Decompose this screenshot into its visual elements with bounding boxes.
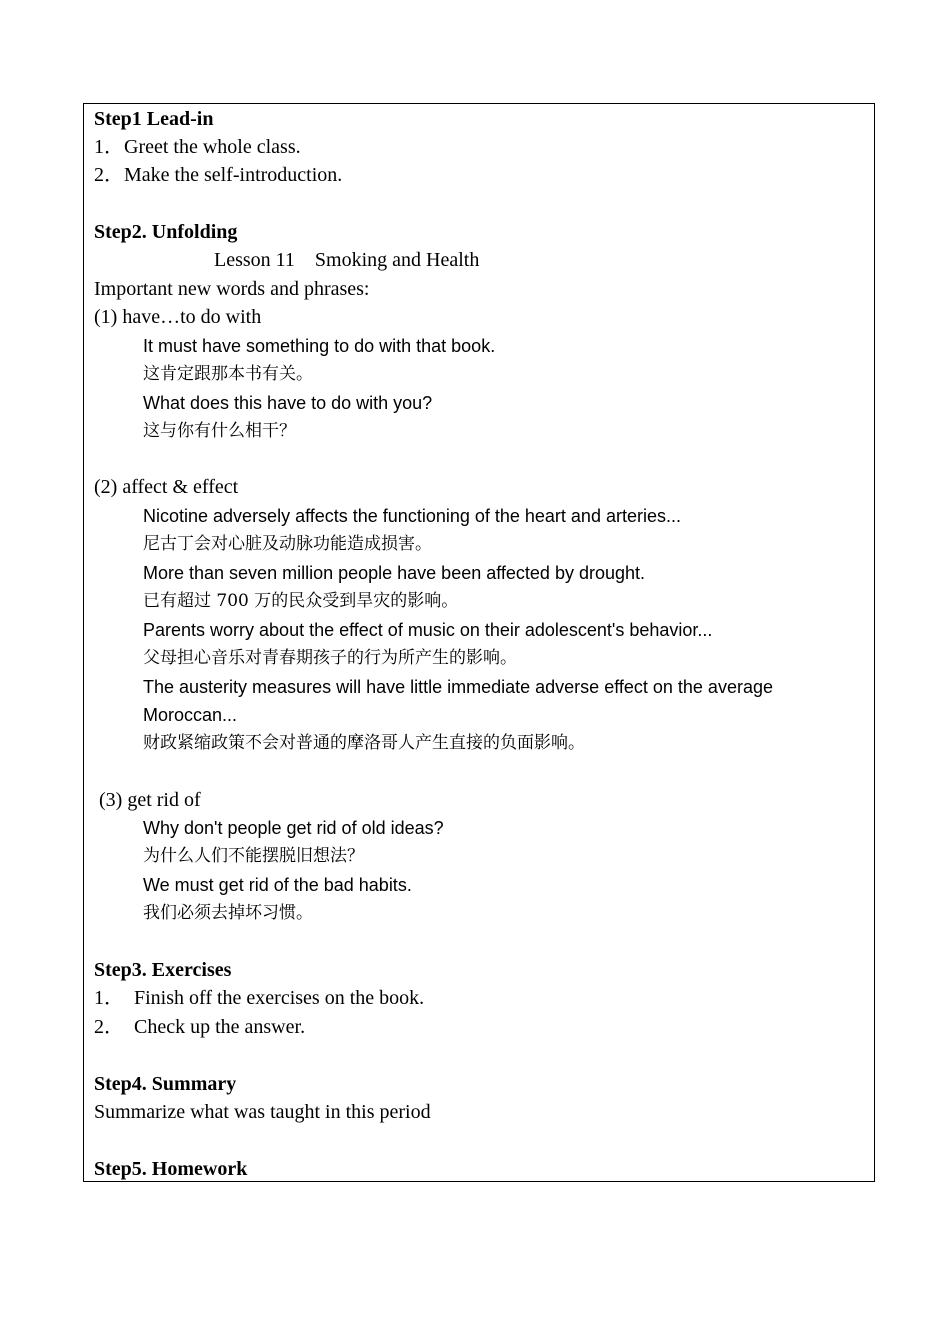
step2-heading: Step2. Unfolding xyxy=(94,221,238,243)
lesson-title: Lesson 11 Smoking and Health xyxy=(214,249,480,271)
example-chinese: 这肯定跟那本书有关。 xyxy=(143,364,313,384)
example-chinese: 父母担心音乐对青春期孩子的行为所产生的影响。 xyxy=(143,648,517,668)
example-chinese: 这与你有什么相干？ xyxy=(143,421,296,441)
step1-item: 1．Greet the whole class. xyxy=(94,136,301,158)
step3-item: 1． Finish off the exercises on the book. xyxy=(94,987,425,1009)
example-english: It must have something to do with that book. xyxy=(143,336,496,356)
phrases-intro: Important new words and phrases: xyxy=(94,278,370,300)
example-chinese: 财政紧缩政策不会对普通的摩洛哥人产生直接的负面影响。 xyxy=(143,733,585,753)
example-english: The austerity measures will have little immediate adverse effect on the average xyxy=(143,677,773,697)
phrase-title: (1) have…to do with xyxy=(94,306,262,328)
phrase-title: (3) get rid of xyxy=(99,789,201,811)
step3-heading: Step3. Exercises xyxy=(94,959,232,981)
example-english: Moroccan... xyxy=(143,705,238,725)
example-chinese: 为什么人们不能摆脱旧想法？ xyxy=(143,846,364,866)
lesson-plan-frame xyxy=(83,103,875,1182)
step5-heading: Step5. Homework xyxy=(94,1158,248,1180)
example-english: Parents worry about the effect of music on their adolescent's behavior... xyxy=(143,620,713,640)
example-english: We must get rid of the bad habits. xyxy=(143,875,412,895)
step1-heading: Step1 Lead-in xyxy=(94,108,214,130)
example-chinese: 尼古丁会对心脏及动脉功能造成损害。 xyxy=(143,534,432,554)
step4-text: Summarize what was taught in this period xyxy=(94,1101,431,1123)
example-english: What does this have to do with you? xyxy=(143,393,433,413)
step1-item: 2．Make the self-introduction. xyxy=(94,164,343,186)
example-chinese: 我们必须去掉坏习惯。 xyxy=(143,903,313,923)
step3-item: 2． Check up the answer. xyxy=(94,1016,306,1038)
example-english: Why don't people get rid of old ideas? xyxy=(143,818,444,838)
phrase-title: (2) affect & effect xyxy=(94,476,239,498)
step4-heading: Step4. Summary xyxy=(94,1073,237,1095)
example-english: Nicotine adversely affects the functioning of the heart and arteries... xyxy=(143,506,681,526)
example-english: More than seven million people have been affected by drought. xyxy=(143,563,646,583)
example-chinese: 已有超过 700 万的民众受到旱灾的影响。 xyxy=(143,591,459,611)
